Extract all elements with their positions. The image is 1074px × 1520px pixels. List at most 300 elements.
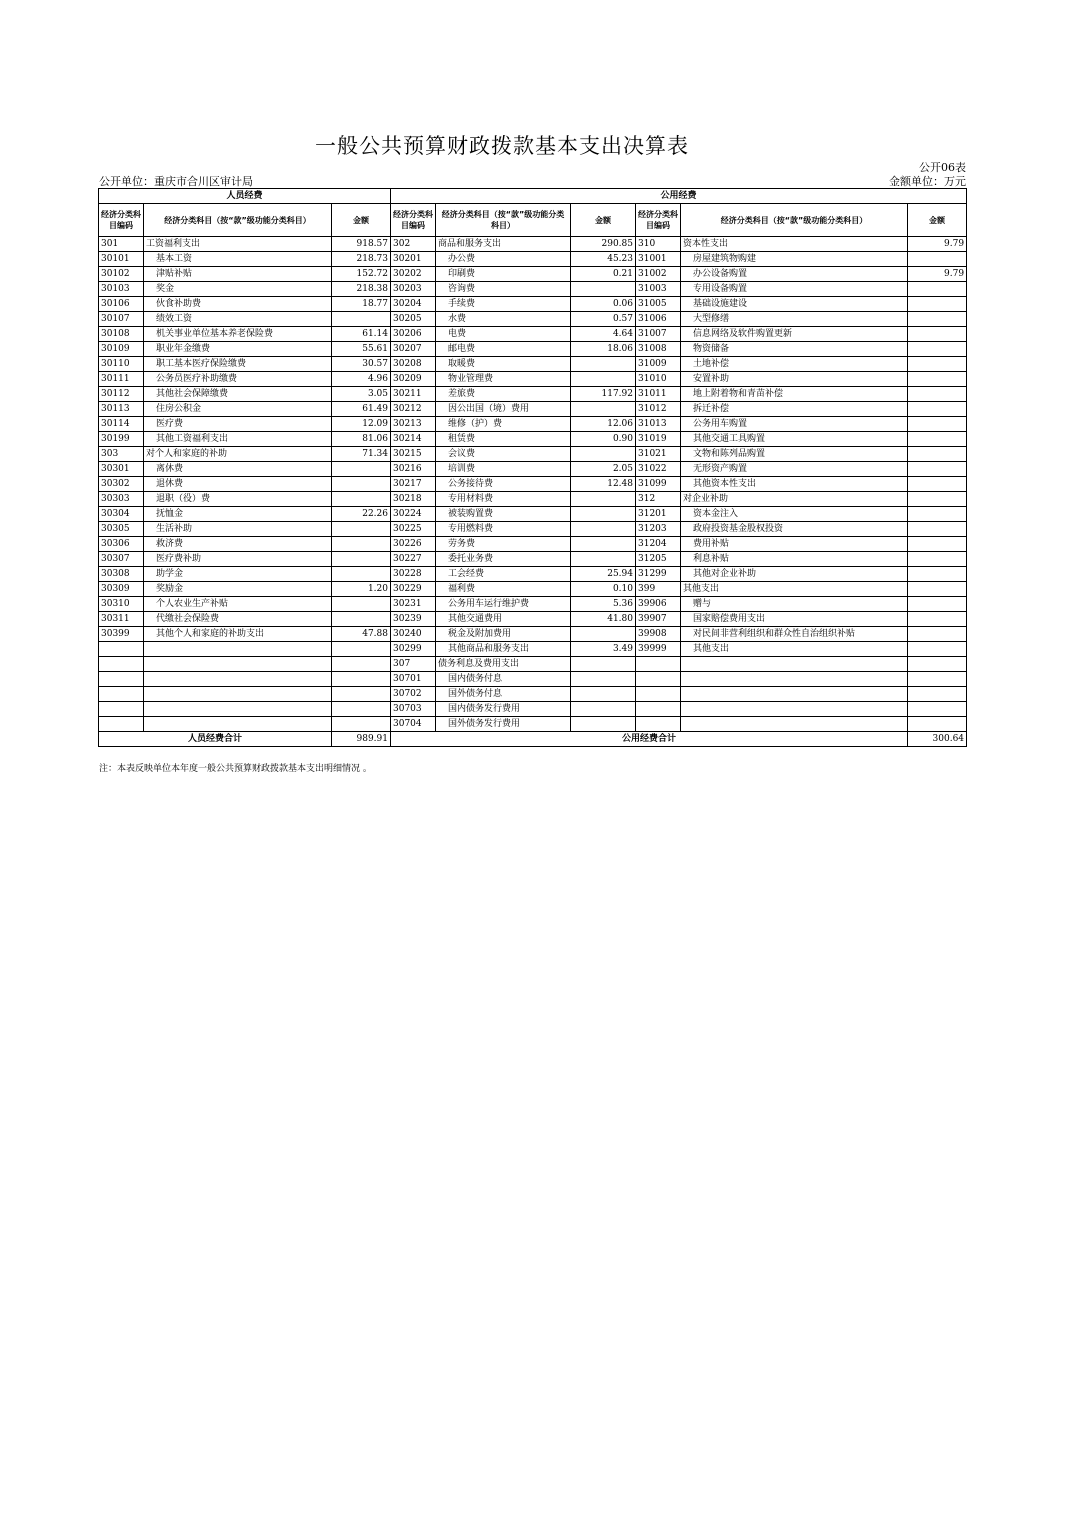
col-name: 经济分类科目（按“款”级功能分类科目） (144, 204, 332, 237)
code-cell (636, 687, 681, 702)
code-cell: 30199 (99, 432, 144, 447)
item-name-cell: 培训费 (436, 462, 571, 477)
item-name-cell: 福利费 (436, 582, 571, 597)
amount-cell (908, 462, 967, 477)
amount-cell: 0.90 (571, 432, 636, 447)
item-name-cell: 生活补助 (144, 522, 332, 537)
col-code: 经济分类科目编码 (391, 204, 436, 237)
code-cell: 31013 (636, 417, 681, 432)
item-name-cell: 房屋建筑物购建 (681, 252, 908, 267)
code-cell: 30207 (391, 342, 436, 357)
item-name-cell: 其他支出 (681, 642, 908, 657)
code-cell: 31205 (636, 552, 681, 567)
item-name-cell: 费用补贴 (681, 537, 908, 552)
table-row (99, 612, 967, 627)
amount-cell (908, 552, 967, 567)
table-row (99, 432, 967, 447)
code-cell: 39999 (636, 642, 681, 657)
code-cell: 31010 (636, 372, 681, 387)
code-cell: 30226 (391, 537, 436, 552)
item-name-cell: 手续费 (436, 297, 571, 312)
table-row (99, 597, 967, 612)
code-cell: 30102 (99, 267, 144, 282)
table-row (99, 582, 967, 597)
amount-cell: 12.06 (571, 417, 636, 432)
item-name-cell: 个人农业生产补贴 (144, 597, 332, 612)
amount-cell (908, 612, 967, 627)
amount-cell: 9.79 (908, 267, 967, 282)
code-cell: 30113 (99, 402, 144, 417)
amount-cell: 218.38 (332, 282, 391, 297)
code-cell: 302 (391, 237, 436, 252)
amount-cell (332, 567, 391, 582)
item-name-cell: 办公费 (436, 252, 571, 267)
code-cell: 30224 (391, 507, 436, 522)
table-row (99, 252, 967, 267)
item-name-cell: 住房公积金 (144, 402, 332, 417)
item-name-cell: 邮电费 (436, 342, 571, 357)
amount-cell: 61.49 (332, 402, 391, 417)
item-name-cell (144, 687, 332, 702)
amount-cell (332, 492, 391, 507)
amount-cell (571, 282, 636, 297)
amount-cell (571, 507, 636, 522)
code-cell: 30229 (391, 582, 436, 597)
amount-cell (571, 657, 636, 672)
item-name-cell: 对企业补助 (681, 492, 908, 507)
code-cell: 30309 (99, 582, 144, 597)
table-row (99, 342, 967, 357)
item-name-cell (681, 687, 908, 702)
code-cell: 31019 (636, 432, 681, 447)
code-cell: 31001 (636, 252, 681, 267)
code-cell: 30231 (391, 597, 436, 612)
item-name-cell: 机关事业单位基本养老保险费 (144, 327, 332, 342)
item-name-cell: 利息补贴 (681, 552, 908, 567)
item-name-cell: 奖励金 (144, 582, 332, 597)
code-cell: 30218 (391, 492, 436, 507)
item-name-cell: 劳务费 (436, 537, 571, 552)
table-row (99, 492, 967, 507)
item-name-cell: 绩效工资 (144, 312, 332, 327)
code-cell: 301 (99, 237, 144, 252)
public-total-value: 300.64 (908, 732, 967, 747)
amount-cell (908, 672, 967, 687)
item-name-cell (144, 717, 332, 732)
table-row (99, 687, 967, 702)
code-cell: 30212 (391, 402, 436, 417)
amount-cell: 61.14 (332, 327, 391, 342)
amount-cell (908, 597, 967, 612)
table-row (99, 372, 967, 387)
code-cell: 30228 (391, 567, 436, 582)
code-cell: 30208 (391, 357, 436, 372)
amount-cell: 30.57 (332, 357, 391, 372)
item-name-cell: 安置补助 (681, 372, 908, 387)
item-name-cell: 印刷费 (436, 267, 571, 282)
code-cell: 303 (99, 447, 144, 462)
table-row (99, 672, 967, 687)
amount-cell (332, 702, 391, 717)
item-name-cell: 退休费 (144, 477, 332, 492)
code-cell: 30304 (99, 507, 144, 522)
amount-cell (332, 462, 391, 477)
code-cell: 30106 (99, 297, 144, 312)
item-name-cell: 基础设施建设 (681, 297, 908, 312)
group-header-row (99, 189, 967, 204)
amount-cell: 4.64 (571, 327, 636, 342)
item-name-cell: 医疗费补助 (144, 552, 332, 567)
code-cell: 31203 (636, 522, 681, 537)
amount-cell: 71.34 (332, 447, 391, 462)
amount-cell (908, 372, 967, 387)
item-name-cell (144, 642, 332, 657)
item-name-cell: 专用燃料费 (436, 522, 571, 537)
amount-cell (908, 717, 967, 732)
amount-cell: 12.09 (332, 417, 391, 432)
item-name-cell: 其他社会保障缴费 (144, 387, 332, 402)
personnel-total-value: 989.91 (332, 732, 391, 747)
item-name-cell: 公务用车运行维护费 (436, 597, 571, 612)
item-name-cell: 会议费 (436, 447, 571, 462)
code-cell: 31002 (636, 267, 681, 282)
code-cell (99, 642, 144, 657)
amount-cell (908, 342, 967, 357)
item-name-cell: 其他交通费用 (436, 612, 571, 627)
code-cell: 30214 (391, 432, 436, 447)
amount-cell (908, 702, 967, 717)
amount-cell (332, 687, 391, 702)
table-row (99, 537, 967, 552)
amount-cell: 3.49 (571, 642, 636, 657)
code-cell: 31201 (636, 507, 681, 522)
code-cell: 31012 (636, 402, 681, 417)
amount-cell (332, 522, 391, 537)
item-name-cell: 拆迁补偿 (681, 402, 908, 417)
amount-cell: 0.06 (571, 297, 636, 312)
item-name-cell: 因公出国（境）费用 (436, 402, 571, 417)
code-cell: 30109 (99, 342, 144, 357)
code-cell: 30112 (99, 387, 144, 402)
amount-cell (332, 672, 391, 687)
table-row (99, 702, 967, 717)
amount-cell (908, 402, 967, 417)
code-cell: 30201 (391, 252, 436, 267)
table-row (99, 282, 967, 297)
amount-cell (571, 552, 636, 567)
table-row (99, 657, 967, 672)
code-cell: 30202 (391, 267, 436, 282)
code-cell: 30227 (391, 552, 436, 567)
code-cell: 30225 (391, 522, 436, 537)
table-row (99, 297, 967, 312)
table-row (99, 402, 967, 417)
amount-cell (908, 642, 967, 657)
item-name-cell: 国外债务发行费用 (436, 717, 571, 732)
group-public: 公用经费 (391, 189, 967, 204)
item-name-cell: 差旅费 (436, 387, 571, 402)
code-cell: 30302 (99, 477, 144, 492)
item-name-cell: 税金及附加费用 (436, 627, 571, 642)
col-amount: 金额 (571, 204, 636, 237)
code-cell: 307 (391, 657, 436, 672)
code-cell: 31008 (636, 342, 681, 357)
amount-cell (571, 522, 636, 537)
code-cell: 30702 (391, 687, 436, 702)
amount-cell (908, 327, 967, 342)
item-name-cell: 大型修缮 (681, 312, 908, 327)
item-name-cell: 其他工资福利支出 (144, 432, 332, 447)
item-name-cell: 医疗费 (144, 417, 332, 432)
item-name-cell: 津贴补贴 (144, 267, 332, 282)
code-cell: 30306 (99, 537, 144, 552)
item-name-cell: 水费 (436, 312, 571, 327)
amount-cell (908, 567, 967, 582)
code-cell: 30211 (391, 387, 436, 402)
item-name-cell: 职业年金缴费 (144, 342, 332, 357)
table-row (99, 462, 967, 477)
table-row (99, 387, 967, 402)
item-name-cell: 债务利息及费用支出 (436, 657, 571, 672)
item-name-cell: 国家赔偿费用支出 (681, 612, 908, 627)
code-cell: 399 (636, 582, 681, 597)
amount-cell: 18.77 (332, 297, 391, 312)
amount-cell (571, 627, 636, 642)
col-amount: 金额 (908, 204, 967, 237)
item-name-cell: 土地补偿 (681, 357, 908, 372)
amount-cell: 81.06 (332, 432, 391, 447)
amount-cell (908, 492, 967, 507)
page-title: 一般公共预算财政拨款基本支出决算表 (315, 134, 689, 158)
item-name-cell: 其他商品和服务支出 (436, 642, 571, 657)
item-name-cell: 办公设备购置 (681, 267, 908, 282)
item-name-cell: 职工基本医疗保险缴费 (144, 357, 332, 372)
table-row (99, 312, 967, 327)
item-name-cell: 工资福利支出 (144, 237, 332, 252)
item-name-cell: 救济费 (144, 537, 332, 552)
code-cell: 30399 (99, 627, 144, 642)
amount-cell: 1.20 (332, 582, 391, 597)
amount-cell: 218.73 (332, 252, 391, 267)
item-name-cell (681, 717, 908, 732)
code-cell: 39907 (636, 612, 681, 627)
code-cell: 30111 (99, 372, 144, 387)
form-number: 公开06表 (919, 161, 966, 174)
amount-cell (908, 522, 967, 537)
code-cell: 30101 (99, 252, 144, 267)
code-cell: 310 (636, 237, 681, 252)
amount-cell (571, 717, 636, 732)
code-cell: 30108 (99, 327, 144, 342)
code-cell: 31099 (636, 477, 681, 492)
amount-cell (908, 417, 967, 432)
col-code: 经济分类科目编码 (99, 204, 144, 237)
item-name-cell (144, 657, 332, 672)
code-cell: 30240 (391, 627, 436, 642)
item-name-cell: 国外债务付息 (436, 687, 571, 702)
code-cell: 31003 (636, 282, 681, 297)
amount-cell (332, 537, 391, 552)
totals-row (99, 732, 967, 747)
amount-cell: 0.10 (571, 582, 636, 597)
code-cell: 31009 (636, 357, 681, 372)
code-cell: 30206 (391, 327, 436, 342)
table-row (99, 237, 967, 252)
amount-cell (571, 447, 636, 462)
amount-cell (908, 282, 967, 297)
amount-cell (332, 717, 391, 732)
code-cell: 30217 (391, 477, 436, 492)
code-cell: 30203 (391, 282, 436, 297)
amount-cell (908, 252, 967, 267)
code-cell: 30704 (391, 717, 436, 732)
code-cell: 30204 (391, 297, 436, 312)
item-name-cell: 抚恤金 (144, 507, 332, 522)
table-row (99, 627, 967, 642)
amount-cell (571, 372, 636, 387)
code-cell: 31006 (636, 312, 681, 327)
currency-unit: 金额单位：万元 (889, 175, 966, 188)
code-cell: 30239 (391, 612, 436, 627)
public-total-label: 公用经费合计 (391, 732, 908, 747)
amount-cell (908, 477, 967, 492)
item-name-cell: 其他交通工具购置 (681, 432, 908, 447)
amount-cell: 12.48 (571, 477, 636, 492)
code-cell: 30299 (391, 642, 436, 657)
item-name-cell: 离休费 (144, 462, 332, 477)
item-name-cell: 其他支出 (681, 582, 908, 597)
item-name-cell (681, 657, 908, 672)
item-name-cell: 退职（役）费 (144, 492, 332, 507)
code-cell: 30311 (99, 612, 144, 627)
reporting-unit: 公开单位：重庆市合川区审计局 (99, 175, 253, 188)
table-row (99, 327, 967, 342)
code-cell: 39906 (636, 597, 681, 612)
amount-cell: 2.05 (571, 462, 636, 477)
code-cell (99, 672, 144, 687)
item-name-cell: 委托业务费 (436, 552, 571, 567)
code-cell: 30213 (391, 417, 436, 432)
table-row (99, 522, 967, 537)
code-cell: 39908 (636, 627, 681, 642)
amount-cell: 22.26 (332, 507, 391, 522)
code-cell: 30303 (99, 492, 144, 507)
footnote: 注：本表反映单位本年度一般公共预算财政拨款基本支出明细情况 。 (99, 764, 372, 774)
table-row (99, 357, 967, 372)
amount-cell (571, 687, 636, 702)
item-name-cell: 商品和服务支出 (436, 237, 571, 252)
item-name-cell: 公务用车购置 (681, 417, 908, 432)
column-header-row (99, 204, 967, 237)
code-cell: 31022 (636, 462, 681, 477)
item-name-cell: 对民间非营利组织和群众性自治组织补贴 (681, 627, 908, 642)
amount-cell (332, 642, 391, 657)
amount-cell: 9.79 (908, 237, 967, 252)
amount-cell (571, 672, 636, 687)
code-cell: 30216 (391, 462, 436, 477)
amount-cell: 25.94 (571, 567, 636, 582)
table-row (99, 567, 967, 582)
table-row (99, 717, 967, 732)
table-row (99, 447, 967, 462)
code-cell: 31021 (636, 447, 681, 462)
code-cell: 312 (636, 492, 681, 507)
amount-cell (571, 357, 636, 372)
amount-cell: 290.85 (571, 237, 636, 252)
code-cell: 30701 (391, 672, 436, 687)
amount-cell: 5.36 (571, 597, 636, 612)
code-cell (99, 702, 144, 717)
amount-cell (908, 582, 967, 597)
amount-cell (332, 597, 391, 612)
amount-cell (908, 507, 967, 522)
item-name-cell: 其他个人和家庭的补助支出 (144, 627, 332, 642)
amount-cell (332, 312, 391, 327)
code-cell: 30205 (391, 312, 436, 327)
code-cell: 31007 (636, 327, 681, 342)
amount-cell: 918.57 (332, 237, 391, 252)
item-name-cell: 信息网络及软件购置更新 (681, 327, 908, 342)
item-name-cell: 地上附着物和青苗补偿 (681, 387, 908, 402)
amount-cell: 47.88 (332, 627, 391, 642)
amount-cell (908, 297, 967, 312)
code-cell: 30103 (99, 282, 144, 297)
item-name-cell: 专用设备购置 (681, 282, 908, 297)
item-name-cell: 被装购置费 (436, 507, 571, 522)
item-name-cell: 物业管理费 (436, 372, 571, 387)
amount-cell: 18.06 (571, 342, 636, 357)
code-cell: 30114 (99, 417, 144, 432)
code-cell: 30209 (391, 372, 436, 387)
table-row (99, 477, 967, 492)
item-name-cell: 国内债务发行费用 (436, 702, 571, 717)
code-cell: 30107 (99, 312, 144, 327)
item-name-cell (144, 702, 332, 717)
item-name-cell: 公务接待费 (436, 477, 571, 492)
amount-cell: 4.96 (332, 372, 391, 387)
code-cell (636, 672, 681, 687)
amount-cell (332, 657, 391, 672)
item-name-cell: 助学金 (144, 567, 332, 582)
item-name-cell (681, 702, 908, 717)
amount-cell (908, 447, 967, 462)
item-name-cell: 工会经费 (436, 567, 571, 582)
item-name-cell: 对个人和家庭的补助 (144, 447, 332, 462)
amount-cell (571, 402, 636, 417)
code-cell: 30703 (391, 702, 436, 717)
item-name-cell: 咨询费 (436, 282, 571, 297)
expenditure-table (98, 188, 967, 747)
code-cell: 31204 (636, 537, 681, 552)
item-name-cell: 无形资产购置 (681, 462, 908, 477)
item-name-cell: 代缴社会保险费 (144, 612, 332, 627)
code-cell: 30110 (99, 357, 144, 372)
amount-cell (332, 477, 391, 492)
code-cell: 30301 (99, 462, 144, 477)
amount-cell: 152.72 (332, 267, 391, 282)
code-cell: 31005 (636, 297, 681, 312)
item-name-cell: 文物和陈列品购置 (681, 447, 908, 462)
amount-cell (332, 612, 391, 627)
table-row (99, 417, 967, 432)
col-name: 经济分类科目（按“款”级功能分类科目） (681, 204, 908, 237)
amount-cell (908, 657, 967, 672)
item-name-cell: 奖金 (144, 282, 332, 297)
item-name-cell: 其他资本性支出 (681, 477, 908, 492)
amount-cell (908, 687, 967, 702)
amount-cell (571, 702, 636, 717)
code-cell: 30307 (99, 552, 144, 567)
